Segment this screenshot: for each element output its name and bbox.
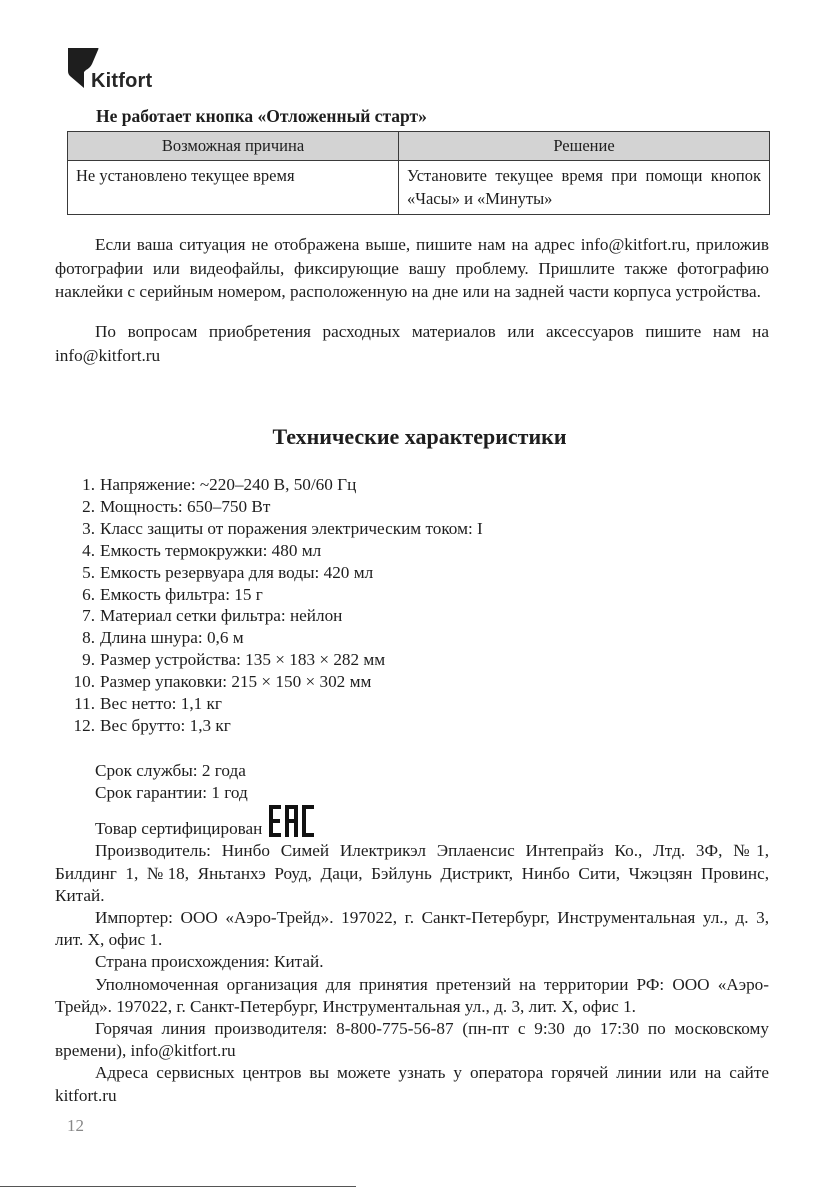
list-item [55, 649, 483, 671]
table-header-row [68, 132, 770, 161]
troubleshooting-table [67, 131, 770, 215]
list-item-text: Размер упаковки: 215 × 150 × 302 мм [100, 672, 372, 692]
list-item-number: 7. [82, 606, 95, 626]
list-item [55, 627, 483, 649]
list-item-text: Длина шнура: 0,6 м [100, 628, 244, 648]
solution-cell: Установите текущее время при помощи кнопок «Часы» и «Минуты» [399, 161, 770, 215]
authorized-organization: Уполномоченная организация для принятия претензий на территории РФ: ООО «Аэро-Трейд». 197022, г. Санкт-Петербург, Инструментальная ул., д. 3, лит. Х, офис 1. [55, 974, 769, 1016]
list-item-text: Вес брутто: 1,3 кг [100, 715, 231, 735]
list-item-number: 10. [73, 672, 95, 692]
list-item-number: 11. [74, 694, 95, 714]
contact-paragraph-text: Если ваша ситуация не отображена выше, пишите нам на адрес info@kitfort.ru, приложив фотографии или видеофайлы, фиксирующие вашу проблему. Пришлите также фотографию наклейки с серийным номером, расположенную на дне или на задней части корпуса устройства. [55, 235, 769, 301]
list-item [55, 562, 483, 584]
service-centers-info: Адреса сервисных центров вы можете узнать у оператора горячей линии или на сайте kitfort.ru [55, 1063, 769, 1105]
cause-cell: Не установлено текущее время [68, 161, 399, 215]
warranty-period: Срок гарантии: 1 год [95, 783, 248, 803]
table-row [68, 161, 770, 215]
list-item [55, 605, 483, 627]
list-item-text: Класс защиты от поражения электрическим током: I [100, 518, 483, 538]
column-header-cause: Возможная причина [68, 132, 399, 161]
list-item [55, 715, 483, 737]
list-item [55, 518, 483, 540]
column-header-solution: Решение [399, 132, 770, 161]
origin-country: Страна происхождения: Китай. [95, 952, 324, 972]
product-info-block [55, 760, 769, 1107]
list-item-number: 9. [82, 650, 95, 670]
service-life: Срок службы: 2 года [95, 761, 246, 780]
list-item [55, 584, 483, 606]
list-item-text: Емкость резервуара для воды: 420 мл [100, 562, 374, 582]
list-item-text: Напряжение: ~220–240 В, 50/60 Гц [100, 475, 357, 494]
specs-list [55, 474, 483, 737]
list-item-number: 2. [82, 496, 95, 516]
problem-title: Не работает кнопка «Отложенный старт» [96, 106, 427, 126]
list-item-number: 4. [82, 540, 95, 560]
list-item [55, 496, 483, 518]
list-item [55, 671, 483, 693]
certification-row [55, 804, 769, 840]
footer-divider [0, 1186, 356, 1187]
list-item-number: 3. [82, 518, 95, 538]
list-item-number: 5. [82, 562, 95, 582]
list-item [55, 693, 483, 715]
list-item-number: 1. [82, 475, 95, 494]
supplies-paragraph-text: По вопросам приобретения расходных материалов или аксессуаров пишите нам на info@kitfort.ru [55, 322, 769, 365]
importer-info: Импортер: ООО «Аэро-Трейд». 197022, г. Санкт-Петербург, Инструментальная ул., д. 3, лит. Х, офис 1. [55, 908, 769, 950]
supplies-paragraph [55, 320, 769, 367]
specs-heading: Технические характеристики [272, 424, 567, 449]
kitfort-logo [66, 46, 176, 98]
brand-name: Kitfort [91, 70, 153, 92]
list-item [55, 540, 483, 562]
list-item-text: Размер устройства: 135 × 183 × 282 мм [100, 650, 386, 670]
list-item-text: Вес нетто: 1,1 кг [100, 694, 222, 714]
hotline-info: Горячая линия производителя: 8-800-775-56-87 (пн-пт с 9:30 до 17:30 по московскому времени), info@kitfort.ru [55, 1019, 769, 1061]
list-item-number: 6. [82, 584, 95, 604]
manufacturer-info: Производитель: Нинбо Симей Илектрикэл Эплаенсис Интепрайз Ко., Лтд. 3Ф, №1, Билдинг 1, №18, Яньтанхэ Роуд, Даци, Бэйлунь Дистрикт, Нинбо Сити, Чжэцзян Провинс, Китай. [55, 841, 769, 905]
list-item [55, 474, 483, 496]
list-item-text: Материал сетки фильтра: нейлон [100, 606, 343, 626]
eac-mark-icon [268, 804, 316, 838]
list-item-text: Емкость термокружки: 480 мл [100, 540, 322, 560]
list-item-text: Мощность: 650–750 Вт [100, 496, 271, 516]
certification-text: Товар сертифицирован [95, 819, 263, 839]
list-item-number: 12. [73, 715, 95, 735]
page-number: 12 [67, 1116, 84, 1135]
contact-paragraph [55, 233, 769, 304]
list-item-text: Емкость фильтра: 15 г [100, 584, 263, 604]
list-item-number: 8. [82, 628, 95, 648]
